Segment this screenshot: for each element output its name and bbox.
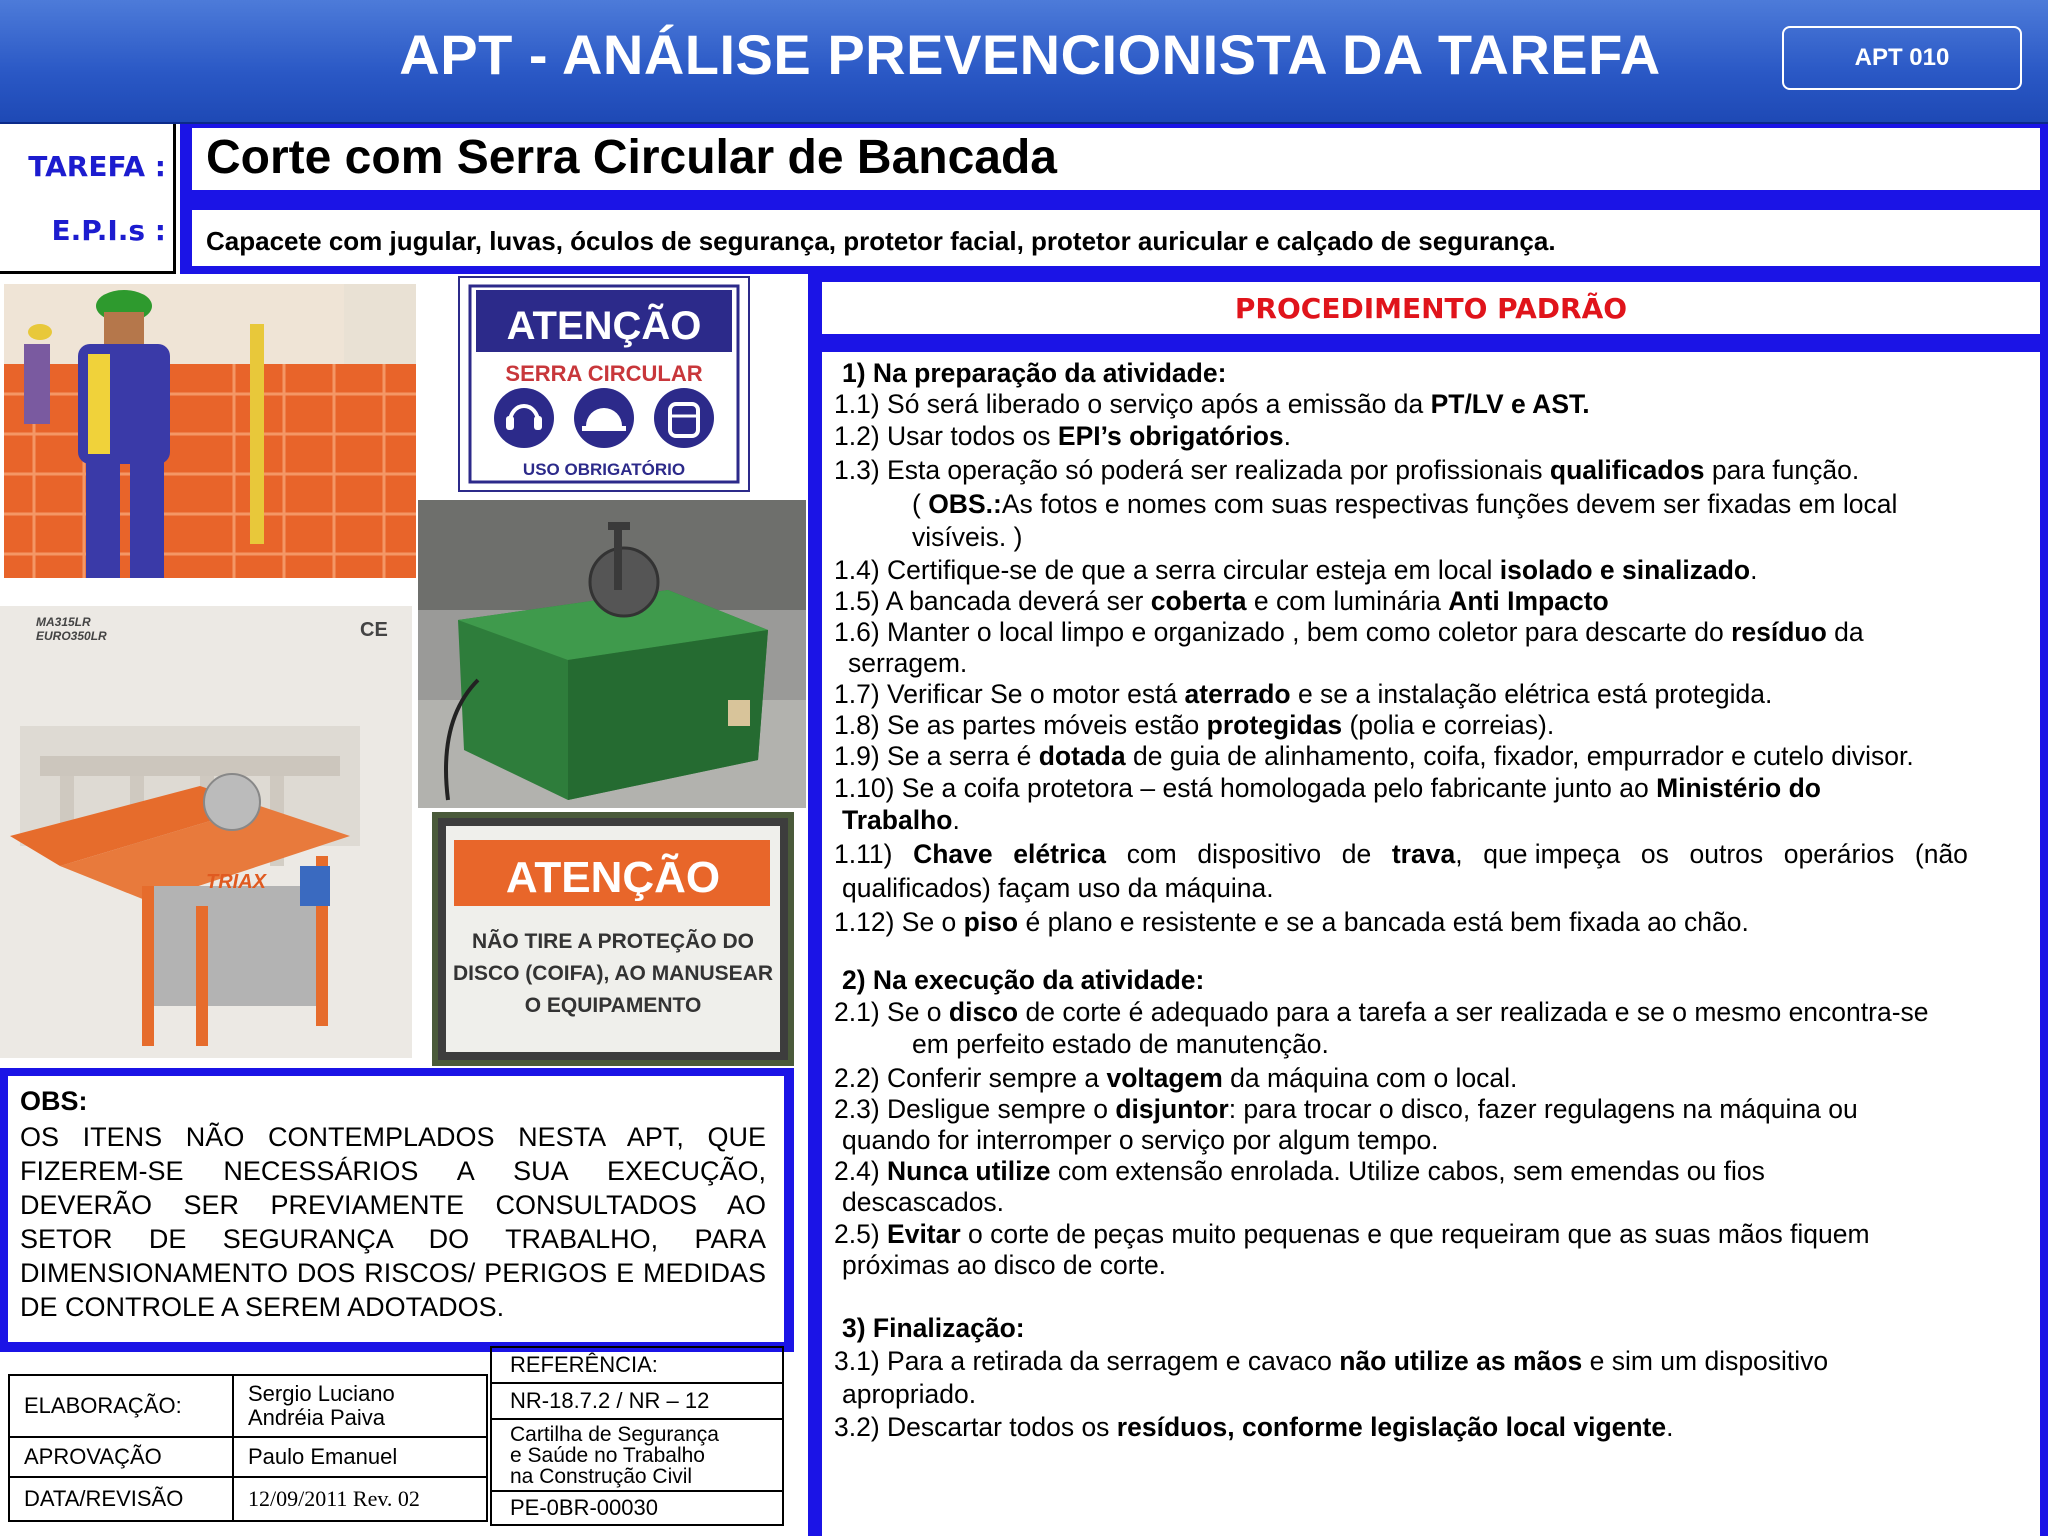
- section1-title: [842, 358, 1226, 390]
- procedure-text: com extensão enrolada. Utilize cabos, sem emendas ou fios: [1050, 1156, 1765, 1186]
- procedure-text: em perfeito estado de manutenção.: [912, 1029, 1329, 1059]
- procedure-text: da máquina com o local.: [1222, 1063, 1518, 1093]
- item-1-12: [834, 907, 1749, 939]
- item-1-9: [834, 741, 1914, 773]
- procedure-text: Trabalho: [842, 805, 953, 835]
- procedure-text: : para trocar o disco, fazer regulagens na máquina ou: [1228, 1094, 1858, 1124]
- item-1-6-cont: [848, 648, 967, 680]
- epis-label: E.P.I.s :: [51, 214, 166, 247]
- ce-mark: CE: [360, 619, 388, 641]
- sign2-line1: NÃO TIRE A PROTEÇÃO DO: [472, 930, 754, 953]
- procedure-text: operários: [1783, 839, 1895, 869]
- procedure-text: Nunca utilize: [887, 1156, 1051, 1186]
- item-3-1-cont: [842, 1379, 976, 1411]
- procedure-text: visíveis. ): [912, 522, 1023, 552]
- item-2-5-cont: [842, 1250, 1166, 1282]
- procedure-text: Evitar: [887, 1219, 961, 1249]
- item-1-4: [834, 555, 1757, 587]
- procedure-text: 1.1) Só será liberado o serviço após a emissão da: [834, 389, 1431, 419]
- procedure-text: 1.9) Se a serra é: [834, 741, 1039, 771]
- machine-model1: MA315LR: [36, 615, 91, 629]
- sign1-footer: USO OBRIGATÓRIO: [522, 460, 686, 479]
- item-1-3-obs-cont: [912, 522, 1022, 554]
- sign2-title: ATENÇÃO: [505, 853, 721, 902]
- ref-code: PE-0BR-00030: [491, 1491, 783, 1525]
- procedure-text: protegidas: [1206, 710, 1343, 740]
- procedure-text: resíduo: [1731, 617, 1827, 647]
- elaboracao-name1: Sergio Luciano: [248, 1381, 395, 1406]
- procedure-text: 1.8) Se as partes móveis estão: [834, 710, 1207, 740]
- item-1-11-cont: [842, 873, 1274, 905]
- item-1-3: [834, 455, 1859, 487]
- procedure-text: outros: [1689, 839, 1764, 869]
- procedure-text: 1.3) Esta operação só poderá ser realizada por profissionais: [834, 455, 1550, 485]
- sign2-line3: O EQUIPAMENTO: [524, 994, 702, 1017]
- data-value: 12/09/2011 Rev. 02: [233, 1477, 487, 1521]
- procedure-text: é plano e resistente e se a bancada está bem fixada ao chão.: [1018, 907, 1749, 937]
- procedure-text: isolado e sinalizado: [1499, 555, 1751, 585]
- procedure-text: e sim um dispositivo: [1582, 1346, 1829, 1376]
- item-2-3-cont: [842, 1125, 1439, 1157]
- item-1-6: [834, 617, 1864, 649]
- aprovacao-name: Paulo Emanuel: [233, 1437, 487, 1477]
- elaboracao-label: ELABORAÇÃO:: [9, 1375, 233, 1437]
- procedure-text: 1.10) Se a coifa protetora – está homologada pelo fabricante junto ao: [834, 773, 1657, 803]
- procedure-text: próximas ao disco de corte.: [842, 1250, 1167, 1280]
- procedure-text: .: [1666, 1412, 1674, 1442]
- item-1-11: [834, 839, 1968, 871]
- item-1-3-obs: [912, 489, 1897, 521]
- procedure-text: Chave: [913, 839, 993, 869]
- item-3-1: [834, 1346, 1828, 1378]
- procedure-text: qualificados: [1549, 455, 1705, 485]
- procedure-text: coberta: [1150, 586, 1247, 616]
- aprovacao-label: APROVAÇÃO: [9, 1437, 233, 1477]
- section2-title: [842, 965, 1204, 997]
- obs-title: OBS:: [20, 1086, 88, 1116]
- procedure-text: de guia de alinhamento, coifa, fixador, empurrador e cutelo divisor.: [1125, 741, 1914, 771]
- ref-cartilha-line2: e Saúde no Trabalho: [510, 1443, 705, 1467]
- procedure-text: 2.5): [834, 1219, 888, 1249]
- procedure-text: voltagem: [1106, 1063, 1223, 1093]
- page-title: APT - ANÁLISE PREVENCIONISTA DA TAREFA: [399, 23, 1661, 86]
- procedure-text: dotada: [1038, 741, 1126, 771]
- ref-nr: NR-18.7.2 / NR – 12: [491, 1383, 783, 1419]
- data-label: DATA/REVISÃO: [9, 1477, 233, 1521]
- procedure-text: 2) Na execução da atividade:: [842, 965, 1205, 995]
- procedure-text: e se a instalação elétrica está protegida.: [1290, 679, 1773, 709]
- procedure-text: 1.7) Verificar Se o motor está: [834, 679, 1185, 709]
- procedure-text: os: [1640, 839, 1669, 869]
- procedure-text: PT/LV e AST.: [1430, 389, 1590, 419]
- procedure-text: 3.1) Para a retirada da serragem e cavaco: [834, 1346, 1340, 1376]
- procedure-text: EPI’s obrigatórios: [1057, 421, 1284, 451]
- ref-cartilha-line1: Cartilha de Segurança: [510, 1422, 719, 1446]
- procedure-text: disjuntor: [1115, 1094, 1229, 1124]
- elaboracao-name2: Andréia Paiva: [248, 1405, 385, 1430]
- procedure-text: o corte de peças muito pequenas e que requeiram que as suas mãos fiquem: [960, 1219, 1870, 1249]
- procedure-text: 1.12) Se o: [834, 907, 964, 937]
- procedure-text: descascados.: [842, 1187, 1005, 1217]
- procedure-text: não utilize as mãos: [1339, 1346, 1583, 1376]
- procedure-text: 1.5) A bancada deverá ser: [834, 586, 1151, 616]
- procedure-text: qualificados) façam uso da máquina.: [842, 873, 1274, 903]
- procedure-text: que impeça: [1483, 839, 1621, 869]
- item-1-2: [834, 421, 1291, 453]
- section3-title: [842, 1313, 1025, 1345]
- procedure-text: de corte é adequado para a tarefa a ser realizada e se o mesmo encontra-se: [1018, 997, 1929, 1027]
- procedure-text: 2.3) Desligue sempre o: [834, 1094, 1116, 1124]
- procedure-text: 3.2) Descartar todos os: [834, 1412, 1117, 1442]
- apt-code-badge: APT 010: [1782, 26, 2022, 90]
- procedure-text: aterrado: [1184, 679, 1291, 709]
- ref-label: REFERÊNCIA:: [491, 1347, 783, 1383]
- sign1-subtitle: SERRA CIRCULAR: [505, 361, 703, 386]
- procedure-text: 1.4) Certifique-se de que a serra circular esteja em local: [834, 555, 1500, 585]
- item-2-1: [834, 997, 1929, 1029]
- procedure-text: para função.: [1704, 455, 1860, 485]
- item-2-3: [834, 1094, 1858, 1126]
- procedure-text: de: [1341, 839, 1372, 869]
- procedure-text: ,: [1455, 839, 1463, 869]
- procedure-text: 1) Na preparação da atividade:: [842, 358, 1227, 388]
- procedure-text: (: [912, 489, 929, 519]
- procedure-text: .: [952, 805, 960, 835]
- item-2-1-cont: [912, 1029, 1329, 1061]
- item-2-4: [834, 1156, 1765, 1188]
- item-2-5: [834, 1219, 1870, 1251]
- procedure-text: com: [1126, 839, 1177, 869]
- sign1-title: ATENÇÃO: [506, 304, 702, 348]
- procedure-text: 2.4): [834, 1156, 888, 1186]
- tarefa-value: Corte com Serra Circular de Bancada: [206, 131, 1057, 184]
- tarefa-label: TAREFA :: [28, 150, 166, 183]
- procedure-text: 1.2) Usar todos os: [834, 421, 1058, 451]
- procedure-text: apropriado.: [842, 1379, 977, 1409]
- procedure-text: trava: [1391, 839, 1456, 869]
- sign2-line2: DISCO (COIFA), AO MANUSEAR: [452, 962, 774, 985]
- item-3-2: [834, 1412, 1674, 1444]
- obs-text: OS ITENS NÃO CONTEMPLADOS NESTA APT, QUE FIZEREM-SE NECESSÁRIOS A SUA EXECUÇÃO, DEVERÃO SER PREVIAMENTE CONSULTADOS AO SETOR DE SEGURANÇA DO TRABALHO, PARA DIMENSIONAMENTO DOS RISCOS/ PERIGOS E MEDIDAS DE CONTROLE A SEREM ADOTADOS.: [20, 1122, 766, 1322]
- procedure-text: Anti Impacto: [1448, 586, 1609, 616]
- item-1-8: [834, 710, 1554, 742]
- procedure-text: (polia e correias).: [1342, 710, 1555, 740]
- procedure-text: dispositivo: [1197, 839, 1322, 869]
- item-1-7: [834, 679, 1772, 711]
- procedure-text: Ministério do: [1656, 773, 1821, 803]
- item-1-10: [834, 773, 1821, 805]
- item-2-4-cont: [842, 1187, 1004, 1219]
- machine-model2: EURO350LR: [36, 629, 107, 643]
- procedure-text: (não: [1914, 839, 1968, 869]
- item-1-1: [834, 389, 1590, 421]
- procedure-text: .: [1750, 555, 1758, 585]
- procedure-text: resíduos, conforme legislação local vigente: [1116, 1412, 1667, 1442]
- procedure-text: 2.2) Conferir sempre a: [834, 1063, 1107, 1093]
- procedure-text: quando for interromper o serviço por algum tempo.: [842, 1125, 1439, 1155]
- procedure-text: .: [1283, 421, 1292, 451]
- procedure-text: e com luminária: [1246, 586, 1449, 616]
- procedure-text: As fotos e nomes com suas respectivas funções devem ser fixadas em local: [1001, 489, 1898, 519]
- item-1-10-cont: [842, 805, 960, 837]
- procedure-text: elétrica: [1013, 839, 1107, 869]
- item-1-5: [834, 586, 1609, 618]
- procedure-text: 3) Finalização:: [842, 1313, 1025, 1343]
- procedure-heading: PROCEDIMENTO PADRÃO: [1234, 292, 1628, 325]
- brand: TRIAX: [206, 871, 266, 893]
- item-2-2: [834, 1063, 1517, 1095]
- procedure-text: 1.11): [834, 839, 893, 869]
- procedure-text: piso: [963, 907, 1019, 937]
- procedure-text: disco: [948, 997, 1019, 1027]
- procedure-text: 1.6) Manter o local limpo e organizado , bem como coletor para descarte do: [834, 617, 1732, 647]
- procedure-text: da: [1826, 617, 1864, 647]
- epis-value: Capacete com jugular, luvas, óculos de segurança, protetor facial, protetor auricular e calçado de segurança.: [206, 226, 1556, 256]
- procedure-text: 2.1) Se o: [834, 997, 949, 1027]
- ref-cartilha-line3: na Construção Civil: [510, 1464, 693, 1488]
- procedure-text: [1392, 839, 1463, 871]
- procedure-text: serragem.: [848, 648, 968, 678]
- procedure-text: OBS.:: [928, 489, 1002, 519]
